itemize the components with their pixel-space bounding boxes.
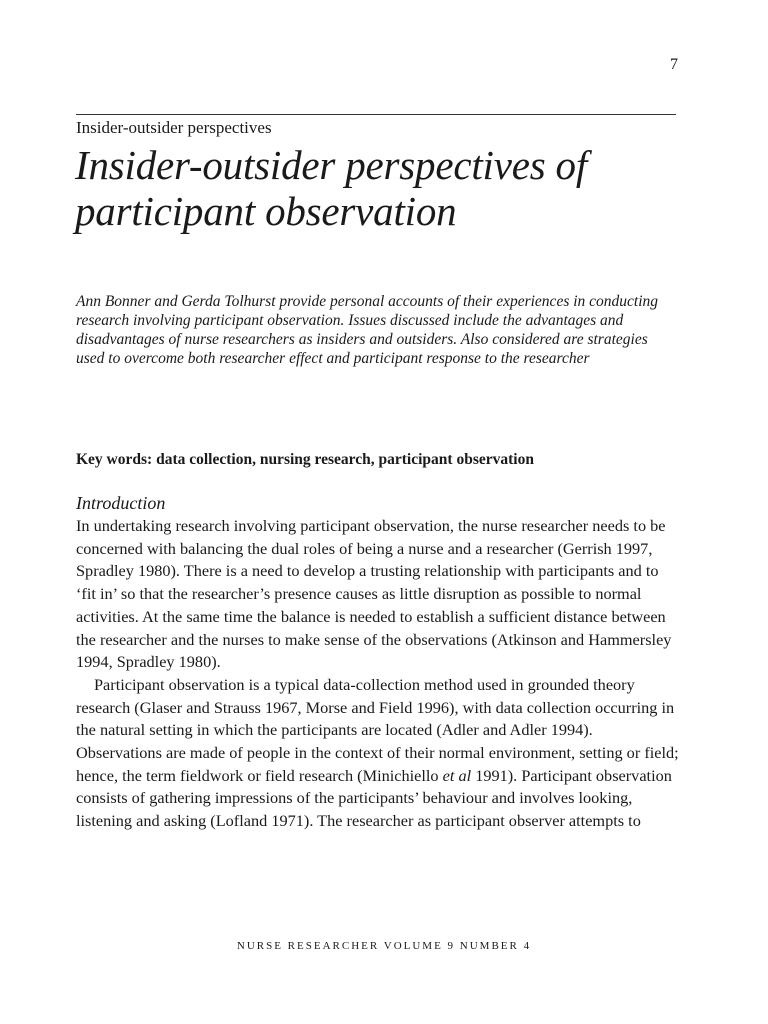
- keywords: Key words: data collection, nursing research, participant observation: [76, 451, 534, 468]
- page-number: 7: [670, 56, 678, 73]
- body-paragraph: In undertaking research involving participant observation, the nurse researcher needs to be concerned with balancing the dual roles of being a nurse and a researcher (Gerrish 1997, Spradley 1980). There is a need to develop a trusting relationship with participants and to ‘fit in’ so that the researcher’s presence causes as little disruption as possible to normal activities. At the same time the balance is needed to establish a sufficient distance between the researcher and the nurses to make sense of the observations (Atkinson and Hammersley 1994, Spradley 1980).: [76, 516, 672, 672]
- article-body: [76, 515, 681, 833]
- section-heading-introduction: Introduction: [76, 493, 166, 513]
- citation-et-al: et al: [442, 765, 472, 785]
- paragraph-text: Participant observation is a typical data-collection method used in grounded theory research (Glaser and Strauss 1967, Morse and Field 1996), with data collection occurring in the natural setting in which the participants are located (Adler and Adler 1994). Observations are made of people in the context of their normal environment, setting or field; hence, the term fieldwork or field research (Minichiello: [76, 674, 679, 785]
- article-title: Insider-outsider perspectives of participant observation: [75, 142, 588, 234]
- abstract: Ann Bonner and Gerda Tolhurst provide personal accounts of their experiences in conducting research involving participant observation. Issues discussed include the advantages and disadvantages of nurse researchers as insiders and outsiders. Also considered are strategies used to overcome both researcher effect and participant response to the researcher: [76, 293, 659, 367]
- header-rule: [76, 114, 676, 115]
- body-paragraph: [76, 674, 681, 833]
- section-label: Insider-outsider perspectives: [76, 118, 272, 137]
- journal-footer: NURSE RESEARCHER VOLUME 9 NUMBER 4: [236, 940, 532, 952]
- paragraph-text: 1991). Participant observation consists of gathering impressions of the participants’ behaviour and involves looking, listening and asking (Lofland 1971). The researcher as participant observer attempts to: [76, 765, 672, 831]
